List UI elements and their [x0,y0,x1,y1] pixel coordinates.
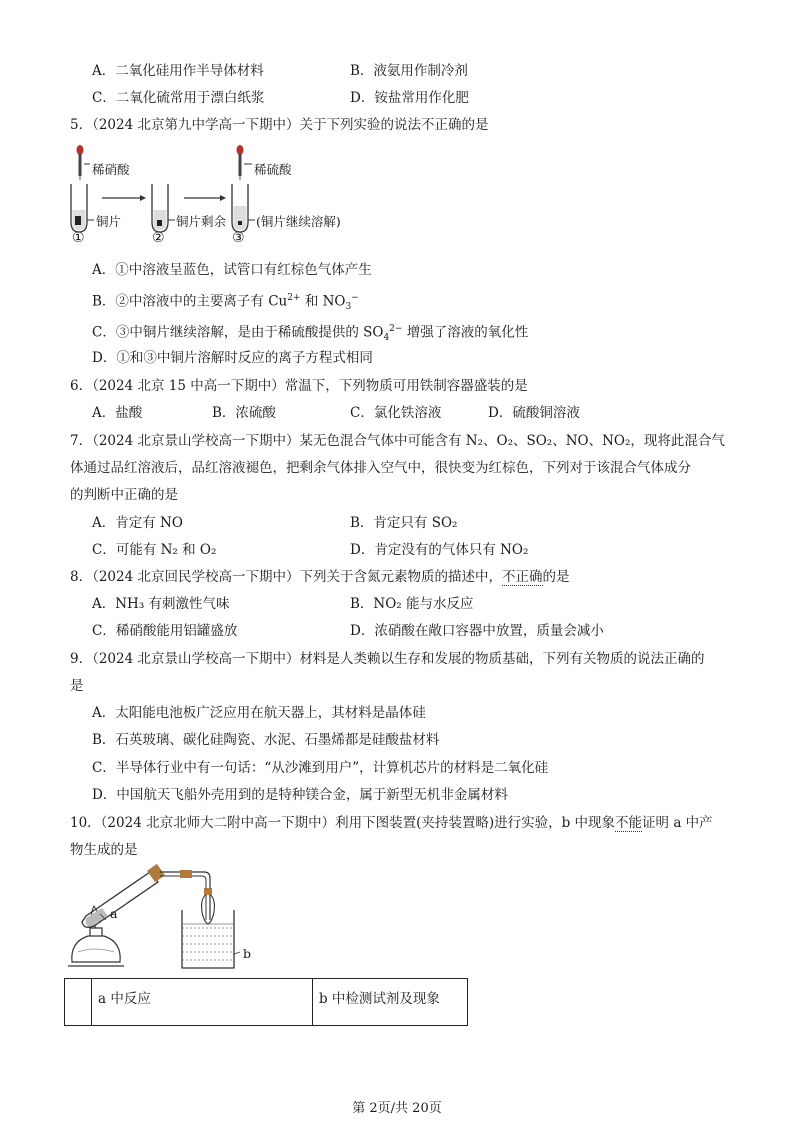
q7-option-c: C．可能有 N₂ 和 O₂ [92,542,217,558]
q5-label-acid1: 稀硝酸 [92,162,130,177]
q8-option-b: B．NO₂ 能与水反应 [350,596,474,612]
q5-experiment-figure [62,140,372,250]
page-footer: 第 2页/共 20页 [352,1101,442,1116]
q7-stem-line2: 体通过品红溶液后，品红溶液褪色，把剩余气体排入空气中，很快变为红棕色，下列对于该混合气体成分 [70,460,691,476]
q10-apparatus-figure [64,862,254,974]
q8-option-c: C．稀硝酸能用铝罐盛放 [92,623,238,639]
q5-stem: 5．（2024 北京第九中学高一下期中）关于下列实验的说法不正确的是 [70,117,489,133]
q5-label-tube1: 铜片 [96,214,122,229]
q10-answer-table [64,978,468,1026]
q9-option-a: A．太阳能电池板广泛应用在航天器上，其材料是晶体硅 [92,705,426,721]
q4-option-d: D．铵盐常用作化肥 [350,90,469,106]
q7-stem-line3: 的判断中正确的是 [70,487,178,503]
q6-option-a: A．盐酸 [92,405,143,421]
q5-number-2: ② [152,230,165,246]
q6-option-d: D．硫酸铜溶液 [488,405,580,421]
dropper-icon [237,145,244,180]
q6-stem: 6．（2024 北京 15 中高一下期中）常温下，下列物质可用铁制容器盛装的是 [70,378,528,394]
q7-option-a: A．肯定有 NO [92,515,183,531]
q9-option-b: B．石英玻璃、碳化硅陶瓷、水泥、石墨烯都是硅酸盐材料 [92,732,440,748]
table-row [65,979,468,1026]
q5-label-tube3: (铜片继续溶解) [256,214,341,229]
q10-label-b: b [243,946,252,961]
test-tube-2-icon [152,184,168,232]
q8-stem: 8．（2024 北京回民学校高一下期中）下列关于含氮元素物质的描述中，不正确的是 [70,569,570,585]
dropper-icon [77,145,84,180]
test-tube-1-icon [71,184,87,232]
q9-stem-line2: 是 [70,678,84,694]
q10-stem-line2: 物生成的是 [70,842,138,858]
q4-option-b: B．液氨用作制冷剂 [350,63,468,79]
q8-option-d: D．浓硝酸在敞口容器中放置，质量会减小 [350,623,604,639]
q6-option-c: C．氯化铁溶液 [350,405,442,421]
q5-option-b: B．②中溶液中的主要离子有 $Cu^{2+}$ 和 $NO_3^-$ [92,293,359,313]
beaker-icon [182,888,234,968]
q10-label-a: a [110,906,118,921]
q7-option-b: B．肯定只有 SO₂ [350,515,458,531]
q5-number-1: ① [72,230,85,246]
q8-option-a: A．NH₃ 有刺激性气味 [92,596,230,612]
q5-number-3: ③ [232,230,245,246]
q10-stem-line1: 10．（2024 北京北师大二附中高一下期中）利用下图装置(夹持装置略)进行实验，b 中现象不能证明 a 中产 [70,815,713,831]
q4-option-a: A．二氧化硅用作半导体材料 [92,63,264,79]
q5-label-tube2: 铜片剩余 [176,214,227,229]
q5-option-d: D．①和③中铜片溶解时反应的离子方程式相同 [92,350,373,366]
q4-option-c: C．二氧化硫常用于漂白纸浆 [92,90,265,106]
table-header-a-reaction: a 中反应 [92,979,313,1026]
q9-option-c: C．半导体行业中有一句话：“从沙滩到用户”，计算机芯片的材料是二氧化硅 [92,760,549,776]
q5-label-acid2: 稀硫酸 [254,162,292,177]
q7-stem-line1: 7．（2024 北京景山学校高一下期中）某无色混合气体中可能含有 N₂、O₂、SO₂、NO、NO₂，现将此混合气 [70,433,725,449]
q6-option-b: B．浓硫酸 [212,405,276,421]
q5-option-a: A．①中溶液呈蓝色，试管口有红棕色气体产生 [92,262,372,278]
test-tube-3-icon [232,184,248,232]
table-header-b-detection: b 中检测试剂及现象 [313,979,468,1026]
q9-option-d: D．中国航天飞船外壳用到的是特种镁合金，属于新型无机非金属材料 [92,787,508,803]
test-tube-icon [82,864,165,928]
q9-stem-line1: 9．（2024 北京景山学校高一下期中）材料是人类赖以生存和发展的物质基础，下列有关物质的说法正确的 [70,651,705,667]
q7-option-d: D．肯定没有的气体只有 NO₂ [350,542,529,558]
q5-option-c: C．③中铜片继续溶解，是由于稀硫酸提供的 $SO_4^{2-}$ 增强了溶液的氧化性 [92,324,529,344]
table-cell-blank [65,979,92,1026]
